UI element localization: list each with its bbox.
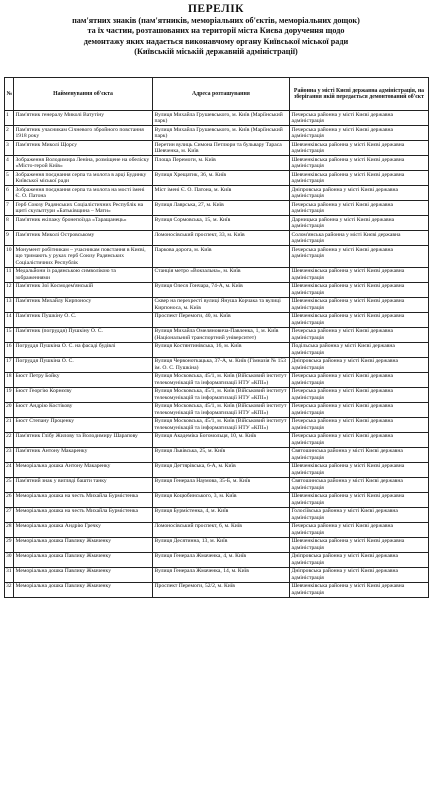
row-number: 14 [5, 312, 14, 327]
address-cell: Сквер на перехресті вулиці Януша Корчака та вулиці Кирпоноса, м. Київ [153, 297, 290, 312]
address-cell: Проспект Перемоги, 52/2, м. Київ [153, 582, 290, 597]
row-number: 21 [5, 417, 14, 432]
object-name-cell: Герб Союзу Радянських Соціалістичних Республік на щиті скульптури «Батьківщина – Мати» [14, 201, 153, 216]
row-number: 24 [5, 462, 14, 477]
address-cell: Вулиця Михайла Грушевського, м. Київ (Маріїнський парк) [153, 126, 290, 141]
address-cell: Вулиця Бурмістенка, 4, м. Київ [153, 507, 290, 522]
administration-cell: Шевченківська районна у місті Києві державна адміністрація [290, 462, 429, 477]
address-cell: Ломоносівський проспект, 33, м. Київ [153, 231, 290, 246]
row-number: 25 [5, 477, 14, 492]
address-cell: Вулиця Олеся Гончара, 74-А, м. Київ [153, 282, 290, 297]
administration-cell: Шевченківська районна у місті Києві державна адміністрація [290, 582, 429, 597]
column-header-number: № [5, 78, 14, 111]
address-cell: Вулиця Лаврська, 27, м. Київ [153, 201, 290, 216]
table-row [5, 402, 429, 417]
object-name-cell: Меморіальна дошка Павлику Жмаченку [14, 567, 153, 582]
object-name-cell: Меморіальна дошка Павлику Жмаченку [14, 537, 153, 552]
document-title: ПЕРЕЛІК [187, 3, 245, 15]
object-name-cell: Зображення поєднання серпа та молота на мості імені Є. О. Патона [14, 186, 153, 201]
object-name-cell: Пам'ятний знак у вигляді башти танку [14, 477, 153, 492]
subtitle-line-3: демонтажу яких надається виконавчому органу Київської міської ради [83, 36, 349, 46]
row-number: 26 [5, 492, 14, 507]
address-cell: Вулиця Генерала Жмаченка, 4, м. Київ [153, 552, 290, 567]
administration-cell: Святошинська районна у місті Києві державна адміністрація [290, 447, 429, 462]
address-cell: Вулиця Московська, 45/1, м. Київ (Військовий інститут телекомунікацій та інформатизації НТУ «КПІ») [153, 372, 290, 387]
row-number: 5 [5, 171, 14, 186]
row-number: 16 [5, 342, 14, 357]
administration-cell: Шевченківська районна у місті Києві державна адміністрація [290, 156, 429, 171]
object-name-cell: Зображення поєднання серпа та молота в арці Будинку Київської міської ради [14, 171, 153, 186]
row-number: 3 [5, 141, 14, 156]
address-cell: Станція метро «Вокзальна», м. Київ [153, 267, 290, 282]
administration-cell: Шевченківська районна у місті Києві державна адміністрація [290, 282, 429, 297]
row-number: 1 [5, 111, 14, 126]
table-row [5, 201, 429, 216]
row-number: 27 [5, 507, 14, 522]
administration-cell: Дніпровська районна у місті Києві державна адміністрація [290, 186, 429, 201]
address-cell: Вулиця Академіка Богомольця, 10, м. Київ [153, 432, 290, 447]
table-row [5, 246, 429, 268]
subtitle-line-2: та їх частин, розташованих на території міста Києва доручення щодо [87, 26, 345, 36]
address-cell: Вулиця Сормовська, 15, м. Київ [153, 216, 290, 231]
row-number: 7 [5, 201, 14, 216]
table-row [5, 111, 429, 126]
address-cell: Вулиця Львівська, 25, м. Київ [153, 447, 290, 462]
administration-cell: Печерська районна у місті Києві державна адміністрація [290, 111, 429, 126]
table-row [5, 231, 429, 246]
table-row [5, 342, 429, 357]
table-row [5, 582, 429, 597]
row-number: 19 [5, 387, 14, 402]
column-header-administration: Районна у місті Києві державна адміністрація, на зберігання якій передається демонтований об'єкт [290, 78, 429, 111]
row-number: 8 [5, 216, 14, 231]
address-cell: Вулиця Десятинна, 13, м. Київ [153, 537, 290, 552]
address-cell: Паркова дорога, м. Київ [153, 246, 290, 268]
address-cell: Перетин вулиць Симона Петлюри та бульвару Тараса Шевченка, м. Київ [153, 141, 290, 156]
object-name-cell: Пам'ятник екіпажу бронепоїзда «Таращанець» [14, 216, 153, 231]
administration-cell: Печерська районна у місті Києві державна адміністрація [290, 201, 429, 216]
address-cell: Вулиця Коцюбинського, 3, м. Київ [153, 492, 290, 507]
table-row [5, 297, 429, 312]
administration-cell: Шевченківська районна у місті Києві державна адміністрація [290, 492, 429, 507]
row-number: 13 [5, 297, 14, 312]
row-number: 29 [5, 537, 14, 552]
object-name-cell: Пам'ятник Михайлу Кирпоносу [14, 297, 153, 312]
table-row [5, 552, 429, 567]
address-cell: Вулиця Московська, 45/1, м. Київ (Військовий інститут телекомунікацій та інформатизації НТУ «КПІ») [153, 402, 290, 417]
address-cell: Вулиця Дегтярівська, 6-А, м. Київ [153, 462, 290, 477]
column-header-address: Адреса розташування [153, 78, 290, 111]
administration-cell: Печерська районна у місті Києві державна адміністрація [290, 387, 429, 402]
row-number: 28 [5, 522, 14, 537]
object-name-cell: Пам'ятник Глібу Жилову та Володимиру Шарапову [14, 432, 153, 447]
subtitle-line-4: (Київській міській державній адміністрації) [134, 47, 298, 57]
administration-cell: Голосіївська районна у місті Києві державна адміністрація [290, 507, 429, 522]
administration-cell: Шевченківська районна у місті Києві державна адміністрація [290, 171, 429, 186]
object-name-cell: Бюст Андрію Костікову [14, 402, 153, 417]
address-cell: Вулиця Генерала Наумова, 35-Б, м. Київ [153, 477, 290, 492]
object-name-cell: Погруддя Пушкіна О. С. [14, 357, 153, 372]
address-cell: Вулиця Генерала Жмаченка, 14, м. Київ [153, 567, 290, 582]
row-number: 31 [5, 567, 14, 582]
object-name-cell: Пам'ятник генералу Миколі Ватутіну [14, 111, 153, 126]
administration-cell: Печерська районна у місті Києві державна адміністрація [290, 126, 429, 141]
object-name-cell: Меморіальна дошка Павлику Жмаченку [14, 582, 153, 597]
table-row [5, 492, 429, 507]
address-cell: Вулиця Червоноткацька, 37-А, м. Київ (Гімназія № 153 ім. О. С. Пушкіна) [153, 357, 290, 372]
address-cell: Проспект Перемоги, 40, м. Київ [153, 312, 290, 327]
address-cell: Вулиця Московська, 45/1, м. Київ (Військовий інститут телекомунікацій та інформатизації НТУ «КПІ») [153, 387, 290, 402]
administration-cell: Шевченківська районна у місті Києві державна адміністрація [290, 537, 429, 552]
table-row [5, 537, 429, 552]
row-number: 30 [5, 552, 14, 567]
object-name-cell: Зображення Володимира Леніна, розміщене на обеліску «Місто-герой Київ» [14, 156, 153, 171]
row-number: 23 [5, 447, 14, 462]
administration-cell: Печерська районна у місті Києві державна адміністрація [290, 522, 429, 537]
administration-cell: Дніпровська районна у місті Києві державна адміністрація [290, 357, 429, 372]
table-row [5, 417, 429, 432]
object-name-cell: Меморіальна дошка на честь Михайла Бурмістенка [14, 507, 153, 522]
object-name-cell: Медальйони із радянською символікою та зображеннями [14, 267, 153, 282]
administration-cell: Печерська районна у місті Києві державна адміністрація [290, 372, 429, 387]
table-row [5, 282, 429, 297]
row-number: 9 [5, 231, 14, 246]
object-name-cell: Пам'ятник Миколі Островському [14, 231, 153, 246]
table-header-row [5, 78, 429, 111]
administration-cell: Дніпровська районна у місті Києві державна адміністрація [290, 552, 429, 567]
table-row [5, 462, 429, 477]
object-name-cell: Пам'ятник учасникам Січневого збройного повстання 1918 року [14, 126, 153, 141]
table-row [5, 372, 429, 387]
administration-cell: Печерська районна у місті Києві державна адміністрація [290, 402, 429, 417]
row-number: 20 [5, 402, 14, 417]
table-row [5, 267, 429, 282]
table-row [5, 567, 429, 582]
table-row [5, 357, 429, 372]
administration-cell: Печерська районна у місті Києві державна адміністрація [290, 246, 429, 268]
table-row [5, 507, 429, 522]
object-name-cell: Пам'ятник Пушкіну О. С. [14, 312, 153, 327]
table-row [5, 156, 429, 171]
object-name-cell: Меморіальна дошка на честь Михайла Бурмістенка [14, 492, 153, 507]
row-number: 15 [5, 327, 14, 342]
table-row [5, 432, 429, 447]
row-number: 22 [5, 432, 14, 447]
row-number: 12 [5, 282, 14, 297]
table-row [5, 126, 429, 141]
administration-cell: Подільська районна у місті Києві державна адміністрація [290, 342, 429, 357]
row-number: 10 [5, 246, 14, 268]
administration-cell: Шевченківська районна у місті Києві державна адміністрація [290, 312, 429, 327]
row-number: 6 [5, 186, 14, 201]
row-number: 17 [5, 357, 14, 372]
object-name-cell: Меморіальна дошка Антону Макаренку [14, 462, 153, 477]
administration-cell: Шевченківська районна у місті Києві державна адміністрація [290, 267, 429, 282]
object-name-cell: Меморіальна дошка Павлику Жмаченку [14, 552, 153, 567]
administration-cell: Печерська районна у місті Києві державна адміністрація [290, 432, 429, 447]
table-row [5, 141, 429, 156]
address-cell: Вулиця Михайла Омеляновича-Павленка, 1, м. Київ (Національний транспортний університет) [153, 327, 290, 342]
table-row [5, 387, 429, 402]
row-number: 18 [5, 372, 14, 387]
table-row [5, 186, 429, 201]
object-name-cell: Пам'ятник Зої Космодем'янській [14, 282, 153, 297]
object-name-cell: Пам'ятник Антону Макаренку [14, 447, 153, 462]
row-number: 11 [5, 267, 14, 282]
address-cell: Вулиця Московська, 45/1, м. Київ (Військовий інститут телекомунікацій та інформатизації НТУ «КПІ») [153, 417, 290, 432]
object-name-cell: Монумент робітникам – учасникам повстання в Києві, що тримають у руках герб Союзу Радянських Соціалістичних Республік [14, 246, 153, 268]
object-name-cell: Бюст Степану Проценку [14, 417, 153, 432]
administration-cell: Печерська районна у місті Києві державна адміністрація [290, 327, 429, 342]
document-header [0, 0, 432, 58]
table-row [5, 171, 429, 186]
address-cell: Ломоносівський проспект, 6, м. Київ [153, 522, 290, 537]
table-row [5, 447, 429, 462]
table-row [5, 216, 429, 231]
object-name-cell: Бюст Георгію Корнєєву [14, 387, 153, 402]
address-cell: Вулиця Хрещатик, 36, м. Київ [153, 171, 290, 186]
address-cell: Площа Перемоги, м. Київ [153, 156, 290, 171]
administration-cell: Шевченківська районна у місті Києві державна адміністрація [290, 141, 429, 156]
administration-cell: Шевченківська районна у місті Києві державна адміністрація [290, 297, 429, 312]
table-body [5, 111, 429, 598]
object-name-cell: Пам'ятник Миколі Щорсу [14, 141, 153, 156]
address-cell: Вулиця Михайла Грушевського, м. Київ (Маріїнський парк) [153, 111, 290, 126]
address-cell: Вулиця Костянтинівська, 16, м. Київ [153, 342, 290, 357]
row-number: 32 [5, 582, 14, 597]
monuments-table [4, 77, 429, 598]
object-name-cell: Бюст Петру Бойку [14, 372, 153, 387]
table-row [5, 522, 429, 537]
table-row [5, 327, 429, 342]
row-number: 4 [5, 156, 14, 171]
row-number: 2 [5, 126, 14, 141]
object-name-cell: Погруддя Пушкіна О. С. на фасаді будівлі [14, 342, 153, 357]
administration-cell: Святошинська районна у місті Києві державна адміністрація [290, 477, 429, 492]
table-row [5, 312, 429, 327]
administration-cell: Солом'янська районна у місті Києві державна адміністрація [290, 231, 429, 246]
administration-cell: Дарницька районна у місті Києві державна адміністрація [290, 216, 429, 231]
table-row [5, 477, 429, 492]
column-header-object-name: Найменування об'єкта [14, 78, 153, 111]
subtitle-line-1: пам'ятних знаків (пам'ятників, меморіальних об'єктів, меморіальних дощок) [72, 16, 360, 25]
address-cell: Міст імені Є. О. Патона, м. Київ [153, 186, 290, 201]
object-name-cell: Пам'ятник (погруддя) Пушкіну О. С. [14, 327, 153, 342]
object-name-cell: Меморіальна дошка Андрію Гречку [14, 522, 153, 537]
administration-cell: Печерська районна у місті Києві державна адміністрація [290, 417, 429, 432]
administration-cell: Дніпровська районна у місті Києві державна адміністрація [290, 567, 429, 582]
